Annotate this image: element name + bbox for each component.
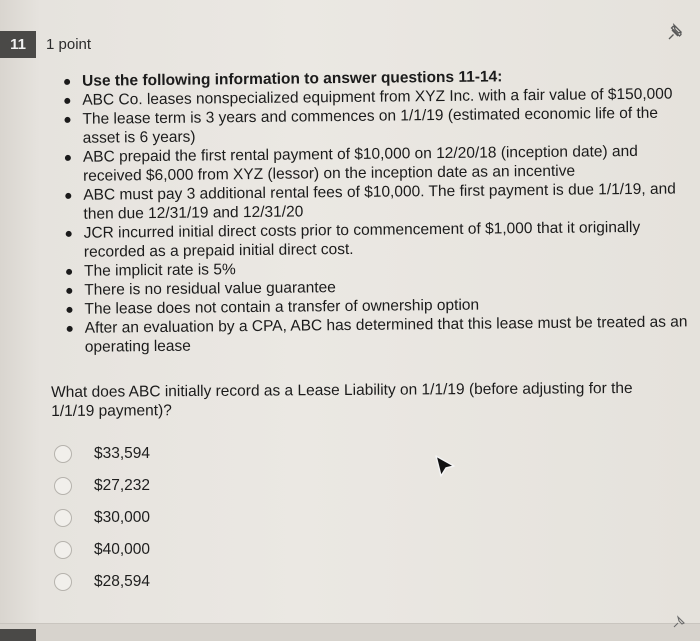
mouse-pointer-icon — [434, 452, 458, 482]
list-item: The implicit rate is 5% — [62, 255, 692, 281]
list-item: Use the following information to answer questions 11-14: — [60, 65, 690, 91]
list-item: JCR incurred initial direct costs prior to commencement of $1,000 that it originally recorded as a prepaid initial direct cost. — [62, 217, 692, 262]
answer-label: $33,594 — [94, 445, 151, 462]
answer-label: $28,594 — [94, 573, 151, 590]
question-number-badge: 11 — [0, 31, 36, 58]
list-item: The lease term is 3 years and commences on 1/1/19 (estimated economic life of the asset is 6 years) — [60, 103, 690, 148]
pin-icon[interactable] — [672, 614, 688, 630]
list-item: ABC prepaid the first rental payment of $10,000 on 12/20/18 (inception date) and received $6,000 from XYZ (lessor) on the inception date as an incentive — [61, 141, 691, 186]
answer-option[interactable] — [54, 566, 354, 598]
answer-option[interactable] — [54, 470, 354, 502]
list-item: There is no residual value guarantee — [62, 274, 692, 300]
next-question-strip — [0, 623, 700, 641]
list-item: The lease does not contain a transfer of ownership option — [62, 293, 692, 319]
question-text: What does ABC initially record as a Lease Liability on 1/1/19 (before adjusting for the 1/1/19 payment)? — [51, 379, 633, 420]
radio-button[interactable] — [54, 573, 72, 591]
radio-button[interactable] — [54, 477, 72, 495]
radio-button[interactable] — [54, 541, 72, 559]
answer-label: $40,000 — [94, 541, 151, 558]
answer-option[interactable] — [54, 438, 354, 470]
answer-options — [54, 438, 354, 598]
answer-option[interactable] — [54, 502, 354, 534]
answer-option[interactable] — [54, 534, 354, 566]
pin-icon[interactable] — [666, 22, 686, 42]
answer-label: $27,232 — [94, 477, 151, 494]
next-question-number-badge — [0, 629, 36, 641]
question-points: 1 point — [46, 36, 92, 53]
answer-label: $30,000 — [94, 509, 151, 526]
radio-button[interactable] — [54, 509, 72, 527]
list-item: ABC must pay 3 additional rental fees of $10,000. The first payment is due 1/1/19, and then due 12/31/19 and 12/31/20 — [61, 179, 691, 224]
radio-button[interactable] — [54, 445, 72, 463]
info-bullet-list — [60, 65, 693, 357]
list-item: ABC Co. leases nonspecialized equipment from XYZ Inc. with a fair value of $150,000 — [60, 84, 690, 110]
list-item: After an evaluation by a CPA, ABC has determined that this lease must be treated as an operating lease — [63, 312, 693, 357]
